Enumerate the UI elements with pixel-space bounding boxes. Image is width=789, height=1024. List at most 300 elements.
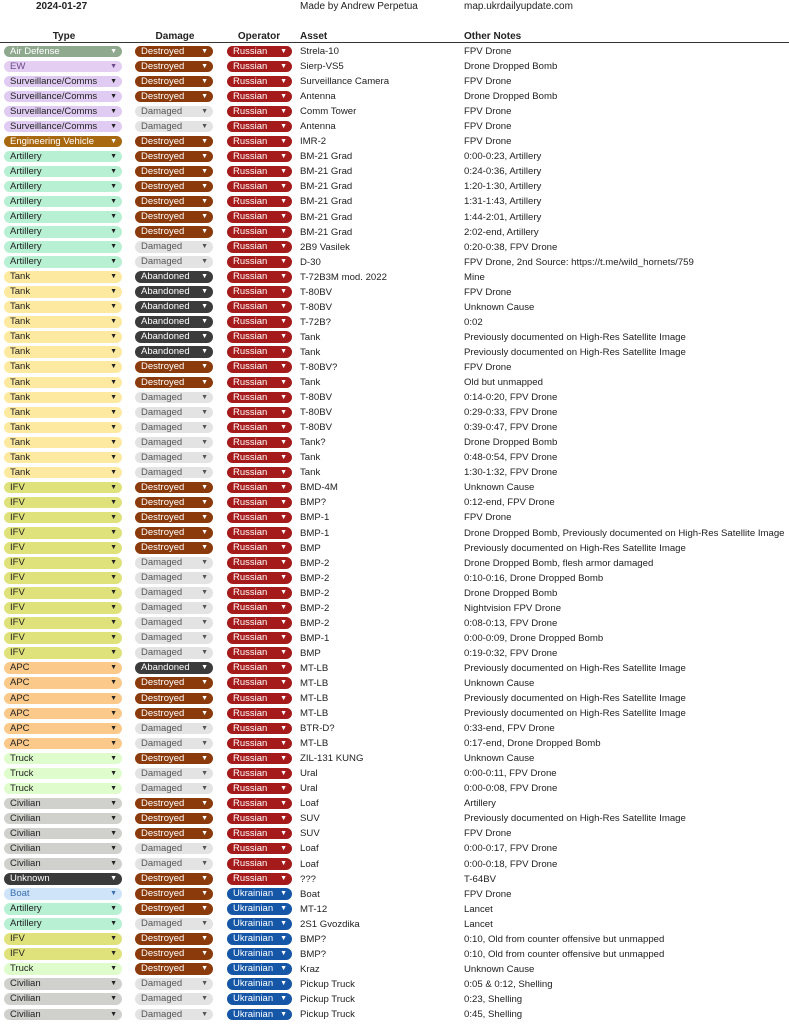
operator-dropdown[interactable] — [227, 271, 292, 283]
type-dropdown[interactable] — [4, 46, 122, 58]
operator-dropdown[interactable] — [227, 166, 292, 178]
type-dropdown[interactable] — [4, 166, 122, 178]
operator-dropdown[interactable] — [227, 918, 292, 930]
operator-dropdown[interactable] — [227, 361, 292, 373]
damage-dropdown[interactable] — [135, 542, 213, 554]
type-dropdown[interactable] — [4, 708, 122, 720]
dropdown-arrow-icon: ▼ — [110, 905, 117, 913]
damage-dropdown[interactable] — [135, 557, 213, 569]
damage-dropdown-label: Damaged — [141, 782, 183, 794]
operator-dropdown[interactable] — [227, 226, 292, 238]
dropdown-arrow-icon: ▼ — [280, 197, 287, 205]
operator-dropdown[interactable] — [227, 858, 292, 870]
type-dropdown[interactable] — [4, 933, 122, 945]
table-row — [0, 736, 789, 751]
dropdown-arrow-icon: ▼ — [110, 529, 117, 536]
asset-cell: Loaf — [300, 843, 319, 855]
operator-dropdown[interactable] — [227, 527, 292, 539]
damage-dropdown[interactable] — [135, 693, 213, 705]
operator-dropdown[interactable] — [227, 647, 292, 659]
damage-dropdown[interactable] — [135, 647, 213, 659]
operator-dropdown-label: Russian — [233, 195, 268, 207]
operator-dropdown[interactable] — [227, 753, 292, 765]
damage-dropdown[interactable] — [135, 813, 213, 825]
operator-dropdown[interactable] — [227, 708, 292, 720]
type-dropdown[interactable] — [4, 542, 122, 554]
operator-dropdown[interactable] — [227, 933, 292, 945]
asset-cell: BMP-2 — [300, 557, 330, 569]
type-dropdown[interactable] — [4, 753, 122, 765]
notes-cell: Drone Dropped Bomb, Previously documented on High-Res Satellite Image — [464, 527, 785, 539]
type-dropdown[interactable] — [4, 647, 122, 659]
type-dropdown[interactable] — [4, 572, 122, 584]
table-row — [0, 947, 789, 962]
operator-dropdown[interactable] — [227, 467, 292, 479]
operator-dropdown[interactable] — [227, 738, 292, 750]
type-dropdown[interactable] — [4, 407, 122, 419]
damage-dropdown[interactable] — [135, 677, 213, 689]
damage-dropdown[interactable] — [135, 873, 213, 885]
notes-cell: Old but unmapped — [464, 377, 543, 389]
table-row — [0, 59, 789, 74]
dropdown-arrow-icon: ▼ — [110, 468, 117, 476]
damage-dropdown-label: Destroyed — [141, 211, 185, 223]
damage-dropdown[interactable] — [135, 136, 213, 148]
type-dropdown[interactable] — [4, 136, 122, 148]
operator-dropdown[interactable] — [227, 963, 292, 975]
operator-dropdown[interactable] — [227, 181, 292, 193]
type-dropdown[interactable] — [4, 948, 122, 960]
type-dropdown[interactable] — [4, 181, 122, 193]
damage-dropdown[interactable] — [135, 993, 213, 1005]
operator-dropdown[interactable] — [227, 768, 292, 780]
damage-dropdown[interactable] — [135, 181, 213, 193]
type-dropdown[interactable] — [4, 361, 122, 373]
type-dropdown[interactable] — [4, 858, 122, 870]
operator-dropdown[interactable] — [227, 993, 292, 1005]
operator-dropdown[interactable] — [227, 873, 292, 885]
asset-cell: BMP — [300, 647, 321, 659]
damage-dropdown[interactable] — [135, 572, 213, 584]
operator-dropdown[interactable] — [227, 497, 292, 509]
table-row — [0, 270, 789, 285]
type-dropdown[interactable] — [4, 662, 122, 674]
operator-dropdown-label: Ukrainian — [233, 918, 274, 930]
type-dropdown[interactable] — [4, 768, 122, 780]
notes-cell: Previously documented on High-Res Satellite Image — [464, 813, 686, 825]
type-dropdown[interactable] — [4, 211, 122, 223]
operator-dropdown[interactable] — [227, 437, 292, 449]
operator-dropdown[interactable] — [227, 286, 292, 298]
damage-dropdown[interactable] — [135, 978, 213, 990]
notes-cell: Artillery — [464, 798, 496, 810]
damage-dropdown-label: Destroyed — [141, 180, 185, 192]
type-dropdown[interactable] — [4, 512, 122, 524]
damage-dropdown[interactable] — [135, 602, 213, 614]
damage-dropdown-label: Damaged — [141, 120, 183, 132]
notes-cell: 0:45, Shelling — [464, 1009, 523, 1020]
type-dropdown[interactable] — [4, 602, 122, 614]
damage-dropdown[interactable] — [135, 512, 213, 524]
operator-dropdown[interactable] — [227, 46, 292, 58]
damage-dropdown[interactable] — [135, 106, 213, 118]
damage-dropdown[interactable] — [135, 392, 213, 404]
damage-dropdown[interactable] — [135, 467, 213, 479]
type-dropdown[interactable] — [4, 587, 122, 599]
dropdown-arrow-icon: ▼ — [110, 814, 117, 822]
operator-dropdown[interactable] — [227, 888, 292, 900]
type-dropdown[interactable] — [4, 452, 122, 464]
type-dropdown[interactable] — [4, 377, 122, 389]
type-dropdown[interactable] — [4, 437, 122, 449]
operator-dropdown[interactable] — [227, 587, 292, 599]
type-dropdown[interactable] — [4, 798, 122, 810]
notes-cell: 0:23, Shelling — [464, 993, 523, 1005]
asset-cell: Boat — [300, 888, 320, 900]
damage-dropdown-label: Damaged — [141, 737, 183, 749]
damage-dropdown[interactable] — [135, 437, 213, 449]
damage-dropdown-label: Destroyed — [141, 150, 185, 162]
damage-dropdown[interactable] — [135, 843, 213, 855]
type-dropdown[interactable] — [4, 993, 122, 1005]
table-row — [0, 992, 789, 1007]
type-dropdown[interactable] — [4, 301, 122, 313]
type-dropdown[interactable] — [4, 256, 122, 268]
type-dropdown[interactable] — [4, 271, 122, 283]
damage-dropdown[interactable] — [135, 708, 213, 720]
operator-dropdown[interactable] — [227, 542, 292, 554]
type-dropdown[interactable] — [4, 873, 122, 885]
damage-dropdown[interactable] — [135, 271, 213, 283]
type-dropdown[interactable] — [4, 527, 122, 539]
damage-dropdown[interactable] — [135, 301, 213, 313]
dropdown-arrow-icon: ▼ — [110, 483, 117, 491]
damage-dropdown-label: Damaged — [141, 572, 183, 584]
notes-cell: 0:14-0:20, FPV Drone — [464, 392, 558, 404]
dropdown-arrow-icon: ▼ — [110, 679, 117, 687]
type-dropdown-label: IFV — [10, 647, 25, 659]
type-dropdown[interactable] — [4, 121, 122, 133]
damage-dropdown[interactable] — [135, 662, 213, 674]
type-dropdown-label: Civilian — [10, 1008, 41, 1020]
damage-dropdown[interactable] — [135, 723, 213, 735]
notes-cell: 0:00-0:11, FPV Drone — [464, 768, 557, 780]
damage-dropdown-label: Destroyed — [141, 963, 185, 975]
operator-dropdown[interactable] — [227, 256, 292, 268]
notes-cell: 0:08-0:13, FPV Drone — [464, 617, 558, 629]
damage-dropdown[interactable] — [135, 377, 213, 389]
operator-dropdown[interactable] — [227, 346, 292, 358]
damage-dropdown[interactable] — [135, 226, 213, 238]
type-dropdown[interactable] — [4, 226, 122, 238]
type-dropdown[interactable] — [4, 738, 122, 750]
operator-dropdown[interactable] — [227, 512, 292, 524]
table-row — [0, 255, 789, 270]
type-dropdown[interactable] — [4, 61, 122, 73]
operator-dropdown[interactable] — [227, 632, 292, 644]
damage-dropdown[interactable] — [135, 948, 213, 960]
dropdown-arrow-icon: ▼ — [110, 784, 117, 792]
dropdown-arrow-icon: ▼ — [201, 513, 208, 521]
damage-dropdown-label: Destroyed — [141, 90, 185, 102]
column-header-notes: Other Notes — [464, 31, 522, 42]
operator-dropdown[interactable] — [227, 331, 292, 343]
type-dropdown[interactable] — [4, 346, 122, 358]
notes-cell: 0:10, Old from counter offensive but unmapped — [464, 948, 665, 960]
damage-dropdown[interactable] — [135, 888, 213, 900]
damage-dropdown-label: Damaged — [141, 105, 183, 117]
type-dropdown[interactable] — [4, 843, 122, 855]
type-dropdown-label: APC — [10, 722, 30, 734]
type-dropdown[interactable] — [4, 693, 122, 705]
asset-cell: ZIL-131 KUNG — [300, 753, 364, 765]
operator-dropdown-label: Russian — [233, 226, 268, 238]
operator-dropdown[interactable] — [227, 482, 292, 494]
dropdown-arrow-icon: ▼ — [201, 483, 208, 491]
operator-dropdown-label: Russian — [233, 301, 268, 313]
operator-dropdown[interactable] — [227, 798, 292, 810]
damage-dropdown-label: Destroyed — [141, 376, 185, 388]
type-dropdown[interactable] — [4, 903, 122, 915]
damage-dropdown[interactable] — [135, 753, 213, 765]
operator-dropdown[interactable] — [227, 677, 292, 689]
damage-dropdown[interactable] — [135, 256, 213, 268]
operator-dropdown[interactable] — [227, 813, 292, 825]
damage-dropdown[interactable] — [135, 211, 213, 223]
table-row — [0, 841, 789, 856]
damage-dropdown[interactable] — [135, 482, 213, 494]
type-dropdown-label: APC — [10, 662, 30, 674]
operator-dropdown-label: Russian — [233, 271, 268, 283]
damage-dropdown[interactable] — [135, 798, 213, 810]
table-row — [0, 887, 789, 902]
damage-dropdown-label: Destroyed — [141, 481, 185, 493]
dropdown-arrow-icon: ▼ — [201, 408, 208, 416]
asset-cell: BMP-2 — [300, 617, 330, 629]
dropdown-arrow-icon: ▼ — [280, 875, 287, 883]
operator-dropdown[interactable] — [227, 76, 292, 88]
operator-dropdown[interactable] — [227, 948, 292, 960]
asset-cell: BMP-1 — [300, 527, 330, 539]
operator-dropdown-label: Russian — [233, 572, 268, 584]
damage-dropdown[interactable] — [135, 331, 213, 343]
asset-cell: BMP? — [300, 497, 327, 509]
sheet-header — [0, 0, 789, 43]
damage-dropdown[interactable] — [135, 151, 213, 163]
asset-cell: Tank — [300, 452, 321, 464]
type-dropdown[interactable] — [4, 392, 122, 404]
type-dropdown[interactable] — [4, 497, 122, 509]
type-dropdown-label: Artillery — [10, 180, 42, 192]
dropdown-arrow-icon: ▼ — [201, 920, 208, 928]
operator-dropdown[interactable] — [227, 723, 292, 735]
dropdown-arrow-icon: ▼ — [201, 303, 208, 311]
operator-dropdown[interactable] — [227, 61, 292, 73]
operator-dropdown[interactable] — [227, 241, 292, 253]
asset-cell: Tank — [300, 331, 321, 343]
operator-dropdown[interactable] — [227, 422, 292, 434]
type-dropdown[interactable] — [4, 963, 122, 975]
operator-dropdown[interactable] — [227, 452, 292, 464]
operator-dropdown[interactable] — [227, 121, 292, 133]
notes-cell: FPV Drone — [464, 76, 512, 88]
operator-dropdown[interactable] — [227, 783, 292, 795]
dropdown-arrow-icon: ▼ — [110, 1010, 117, 1018]
type-dropdown[interactable] — [4, 783, 122, 795]
damage-dropdown[interactable] — [135, 768, 213, 780]
damage-dropdown[interactable] — [135, 527, 213, 539]
notes-cell: 0:02 — [464, 316, 483, 328]
dropdown-arrow-icon: ▼ — [201, 589, 208, 597]
type-dropdown[interactable] — [4, 76, 122, 88]
operator-dropdown[interactable] — [227, 392, 292, 404]
damage-dropdown[interactable] — [135, 783, 213, 795]
notes-cell: Unknown Cause — [464, 301, 535, 313]
operator-dropdown[interactable] — [227, 377, 292, 389]
damage-dropdown-label: Damaged — [141, 602, 183, 614]
damage-dropdown[interactable] — [135, 632, 213, 644]
notes-cell: 0:00-0:08, FPV Drone — [464, 783, 558, 795]
damage-dropdown[interactable] — [135, 286, 213, 298]
dropdown-arrow-icon: ▼ — [280, 814, 287, 822]
type-dropdown[interactable] — [4, 91, 122, 103]
operator-dropdown[interactable] — [227, 151, 292, 163]
type-dropdown[interactable] — [4, 316, 122, 328]
table-row — [0, 571, 789, 586]
operator-dropdown[interactable] — [227, 91, 292, 103]
asset-cell: BM-21 Grad — [300, 196, 353, 208]
operator-dropdown[interactable] — [227, 136, 292, 148]
damage-dropdown[interactable] — [135, 963, 213, 975]
type-dropdown[interactable] — [4, 918, 122, 930]
damage-dropdown[interactable] — [135, 46, 213, 58]
damage-dropdown[interactable] — [135, 587, 213, 599]
dropdown-arrow-icon: ▼ — [201, 288, 208, 296]
notes-cell: Unknown Cause — [464, 963, 535, 975]
type-dropdown[interactable] — [4, 1009, 122, 1021]
type-dropdown[interactable] — [4, 106, 122, 118]
type-dropdown[interactable] — [4, 151, 122, 163]
type-dropdown-label: Truck — [10, 767, 34, 779]
damage-dropdown[interactable] — [135, 76, 213, 88]
operator-dropdown-label: Russian — [233, 496, 268, 508]
damage-dropdown[interactable] — [135, 497, 213, 509]
operator-dropdown[interactable] — [227, 828, 292, 840]
damage-dropdown[interactable] — [135, 452, 213, 464]
table-row — [0, 345, 789, 360]
damage-dropdown[interactable] — [135, 91, 213, 103]
operator-dropdown[interactable] — [227, 106, 292, 118]
damage-dropdown[interactable] — [135, 858, 213, 870]
operator-dropdown-label: Russian — [233, 90, 268, 102]
type-dropdown-label: Surveillance/Comms — [10, 105, 98, 117]
type-dropdown[interactable] — [4, 888, 122, 900]
table-row — [0, 932, 789, 947]
operator-dropdown[interactable] — [227, 693, 292, 705]
type-dropdown[interactable] — [4, 617, 122, 629]
damage-dropdown[interactable] — [135, 361, 213, 373]
operator-dropdown[interactable] — [227, 978, 292, 990]
type-dropdown[interactable] — [4, 677, 122, 689]
asset-cell: Surveillance Camera — [300, 76, 390, 88]
type-dropdown[interactable] — [4, 557, 122, 569]
operator-dropdown[interactable] — [227, 211, 292, 223]
dropdown-arrow-icon: ▼ — [110, 273, 117, 281]
damage-dropdown[interactable] — [135, 121, 213, 133]
operator-dropdown[interactable] — [227, 572, 292, 584]
dropdown-arrow-icon: ▼ — [110, 228, 117, 236]
damage-dropdown[interactable] — [135, 346, 213, 358]
operator-dropdown[interactable] — [227, 316, 292, 328]
operator-dropdown[interactable] — [227, 617, 292, 629]
type-dropdown[interactable] — [4, 196, 122, 208]
damage-dropdown[interactable] — [135, 1009, 213, 1021]
operator-dropdown[interactable] — [227, 196, 292, 208]
type-dropdown[interactable] — [4, 286, 122, 298]
asset-cell: Pickup Truck — [300, 993, 355, 1005]
type-dropdown[interactable] — [4, 978, 122, 990]
operator-dropdown[interactable] — [227, 301, 292, 313]
operator-dropdown[interactable] — [227, 602, 292, 614]
dropdown-arrow-icon: ▼ — [201, 258, 208, 266]
damage-dropdown[interactable] — [135, 738, 213, 750]
damage-dropdown[interactable] — [135, 241, 213, 253]
operator-dropdown[interactable] — [227, 557, 292, 569]
type-dropdown-label: Civilian — [10, 978, 41, 990]
type-dropdown[interactable] — [4, 422, 122, 434]
operator-dropdown[interactable] — [227, 407, 292, 419]
asset-cell: ??? — [300, 873, 317, 885]
operator-dropdown[interactable] — [227, 1009, 292, 1021]
operator-dropdown[interactable] — [227, 903, 292, 915]
notes-cell: Drone Dropped Bomb — [464, 587, 558, 599]
damage-dropdown[interactable] — [135, 933, 213, 945]
damage-dropdown[interactable] — [135, 617, 213, 629]
dropdown-arrow-icon: ▼ — [201, 228, 208, 236]
damage-dropdown[interactable] — [135, 903, 213, 915]
dropdown-arrow-icon: ▼ — [201, 273, 208, 281]
damage-dropdown[interactable] — [135, 61, 213, 73]
operator-dropdown-label: Ukrainian — [233, 888, 274, 900]
damage-dropdown[interactable] — [135, 166, 213, 178]
damage-dropdown[interactable] — [135, 316, 213, 328]
damage-dropdown[interactable] — [135, 407, 213, 419]
type-dropdown[interactable] — [4, 828, 122, 840]
table-row — [0, 811, 789, 826]
type-dropdown[interactable] — [4, 331, 122, 343]
table-row — [0, 450, 789, 465]
damage-dropdown[interactable] — [135, 422, 213, 434]
type-dropdown[interactable] — [4, 241, 122, 253]
damage-dropdown[interactable] — [135, 828, 213, 840]
dropdown-arrow-icon: ▼ — [110, 438, 117, 446]
type-dropdown-label: Engineering Vehicle — [10, 135, 94, 147]
operator-dropdown[interactable] — [227, 843, 292, 855]
type-dropdown[interactable] — [4, 813, 122, 825]
type-dropdown[interactable] — [4, 467, 122, 479]
operator-dropdown[interactable] — [227, 662, 292, 674]
damage-dropdown[interactable] — [135, 918, 213, 930]
operator-dropdown-label: Russian — [233, 873, 268, 885]
dropdown-arrow-icon: ▼ — [201, 213, 208, 221]
type-dropdown[interactable] — [4, 723, 122, 735]
damage-dropdown-label: Abandoned — [141, 286, 190, 298]
damage-dropdown[interactable] — [135, 196, 213, 208]
type-dropdown[interactable] — [4, 482, 122, 494]
damage-dropdown-label: Damaged — [141, 978, 183, 990]
type-dropdown[interactable] — [4, 632, 122, 644]
source-url: map.ukrdailyupdate.com — [464, 1, 573, 12]
